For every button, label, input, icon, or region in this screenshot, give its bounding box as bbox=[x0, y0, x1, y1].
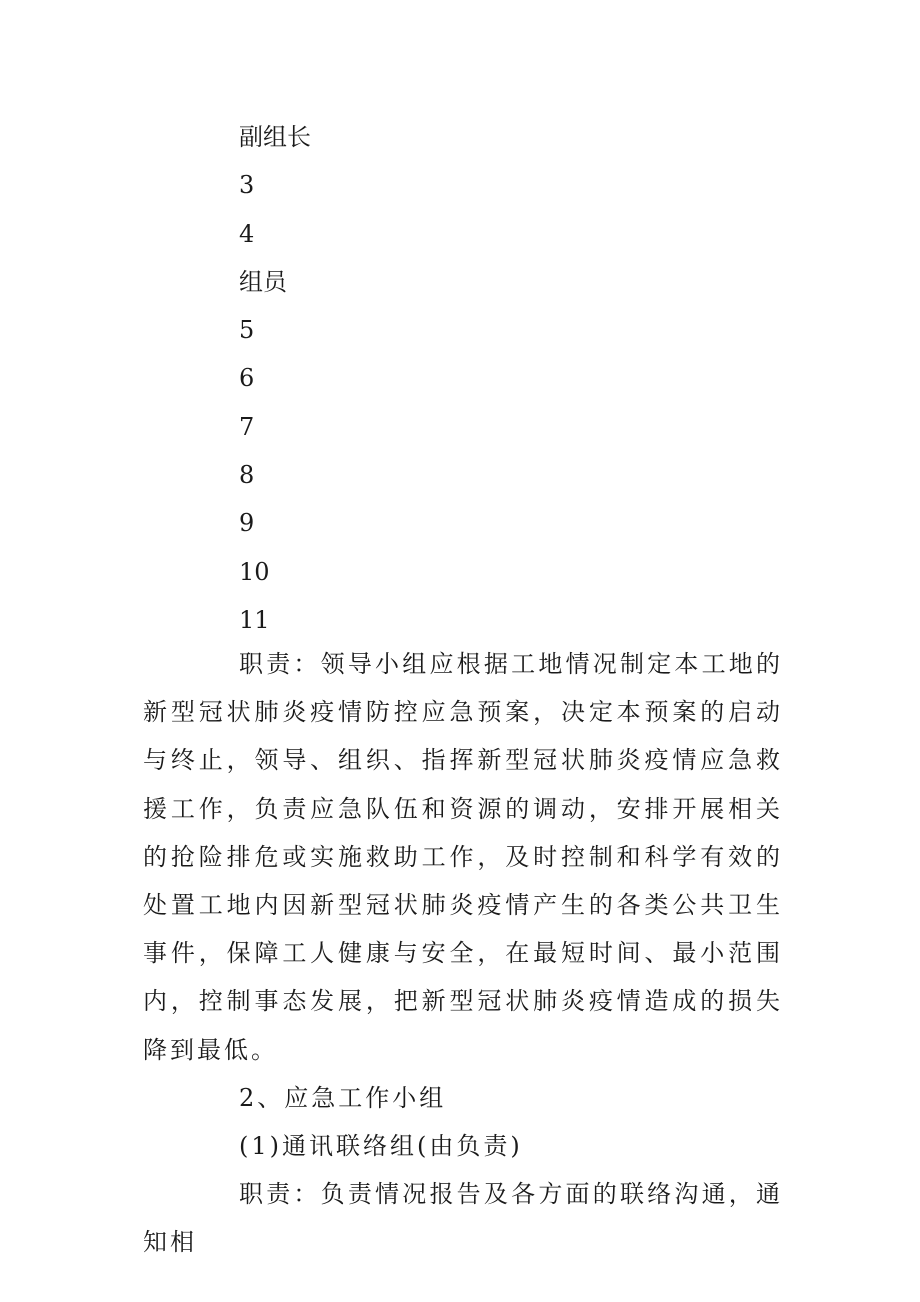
section-heading-emergency-team: 2、应急工作小组 bbox=[239, 1083, 447, 1112]
paragraph-communication-duties: 职责：负责情况报告及各方面的联络沟通，通知相 bbox=[143, 1180, 783, 1257]
list-line-number: 7 bbox=[239, 412, 255, 441]
body-text bbox=[143, 640, 783, 1267]
member-list bbox=[239, 113, 799, 644]
list-line-number: 4 bbox=[239, 219, 255, 248]
paragraph-leadership-duties: 职责：领导小组应根据工地情况制定本工地的新型冠状肺炎疫情防控应急预案，决定本预案的启动与终止，领导、组织、指挥新型冠状肺炎疫情应急救援工作，负责应急队伍和资源的调动，安排开展相关的抢险排危或实施救助工作，及时控制和科学有效的处置工地内因新型冠状肺炎疫情产生的各类公共卫生事件，保障工人健康与安全，在最短时间、最小范围内，控制事态发展，把新型冠状肺炎疫情造成的损失降到最低。 bbox=[143, 650, 783, 1064]
list-line-number: 8 bbox=[239, 461, 255, 490]
list-line-number: 9 bbox=[239, 509, 255, 538]
list-line-number: 10 bbox=[239, 557, 270, 586]
list-line-number: 6 bbox=[239, 364, 255, 393]
list-line-number: 11 bbox=[239, 605, 270, 634]
list-line-number: 5 bbox=[239, 316, 255, 345]
list-line-deputy-leader: 副组长 bbox=[239, 123, 311, 151]
list-line-number: 3 bbox=[239, 171, 255, 200]
subsection-heading-communication-group: (1)通讯联络组(由负责) bbox=[239, 1132, 523, 1161]
list-line-members: 组员 bbox=[239, 267, 287, 296]
